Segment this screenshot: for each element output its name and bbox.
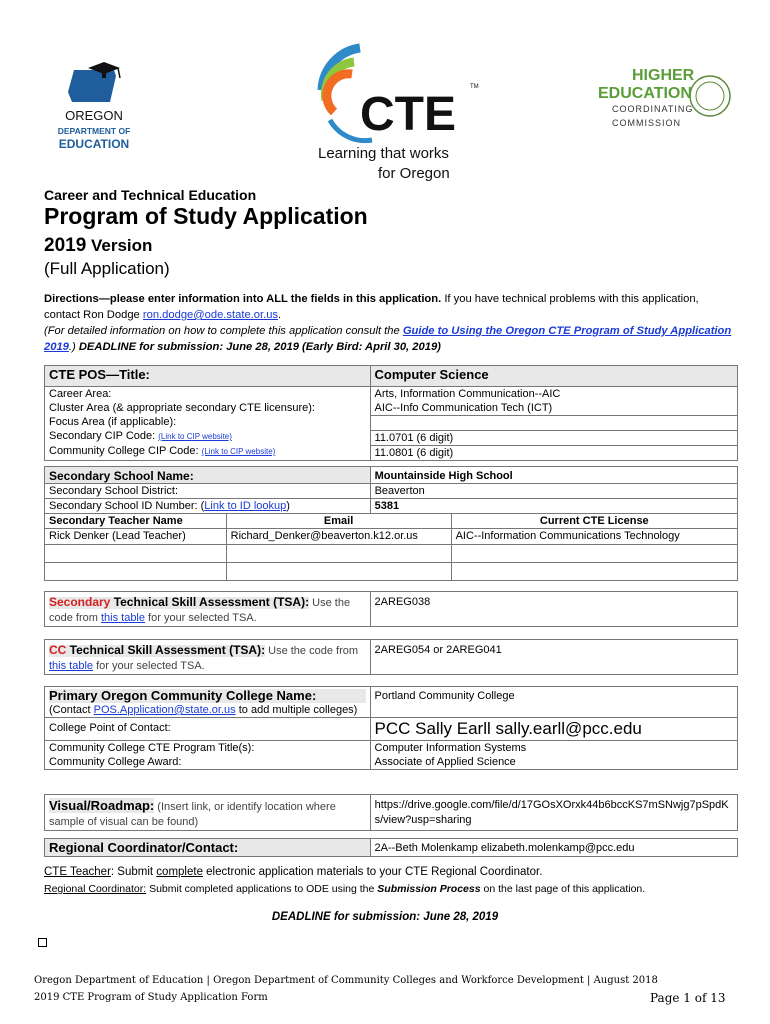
teacher-license[interactable] <box>451 545 737 563</box>
pos-labels <box>45 387 371 461</box>
directions <box>44 291 734 355</box>
doc-version <box>44 235 152 257</box>
teacher-name[interactable]: Rick Denker (Lead Teacher) <box>45 529 227 545</box>
career-area-value[interactable]: Arts, Information Communication--AIC <box>374 388 561 400</box>
pos-table <box>44 365 738 461</box>
svg-text:CTE: CTE <box>360 88 456 141</box>
footer-line2: 2019 CTE Program of Study Application Form <box>34 992 268 1003</box>
submission-process: Submission Process <box>377 883 481 895</box>
coordinator-note <box>44 883 645 895</box>
tsa-cc-value[interactable]: 2AREG054 or 2AREG041 <box>370 640 737 675</box>
coordinator-note-post: on the last page of this application. <box>480 883 646 895</box>
regional-label: Regional Coordinator/Contact: <box>45 839 371 857</box>
school-table <box>44 466 738 581</box>
svg-text:HIGHER: HIGHER <box>632 67 695 84</box>
school-id-value[interactable]: 5381 <box>370 499 737 514</box>
guide-link[interactable]: Guide to Using the Oregon CTE Program of Study Application 2019 <box>44 325 732 353</box>
college-labels <box>45 741 371 770</box>
college-name-cell <box>45 687 371 718</box>
cc-cip-link[interactable]: (Link to CIP website) <box>201 447 276 456</box>
pos-title-value[interactable]: Computer Science <box>370 366 737 387</box>
college-award-label: Community College Award: <box>49 756 182 768</box>
tsa-cc-table <box>44 639 738 675</box>
teacher-license[interactable]: AIC--Information Communications Technology <box>451 529 737 545</box>
college-program-value[interactable]: Computer Information Systems <box>374 742 527 754</box>
tsa-secondary-value[interactable]: 2AREG038 <box>370 592 737 627</box>
tsa-secondary-table <box>44 591 738 627</box>
svg-text:DEPARTMENT OF: DEPARTMENT OF <box>57 126 131 136</box>
visual-table <box>44 794 738 831</box>
pos-title-label: CTE POS—Title: <box>45 366 371 387</box>
version-label: Version <box>86 236 153 255</box>
version-year: 2019 <box>44 235 87 256</box>
college-award-value[interactable]: Associate of Applied Science <box>374 756 516 768</box>
tsa-cc-note: Use the code from <box>265 645 359 657</box>
school-name-label: Secondary School Name: <box>45 467 371 484</box>
tsa-secondary-note: Use the code from <box>49 597 351 624</box>
svg-text:EDUCATION: EDUCATION <box>58 137 130 151</box>
college-contact-note <box>49 703 366 717</box>
teacher-email[interactable]: Richard_Denker@beaverton.k12.or.us <box>226 529 451 545</box>
regional-value[interactable]: 2A--Beth Molenkamp elizabeth.molenkamp@pcc.edu <box>370 839 737 857</box>
directions-detail-pre: (For detailed information on how to complete this application consult the <box>44 325 403 337</box>
checkbox-icon[interactable] <box>38 938 47 947</box>
svg-text:for Oregon: for Oregon <box>378 165 450 182</box>
footer-line1: Oregon Department of Education | Oregon Department of Community Colleges and Workforce Development | August 2018 <box>34 975 658 986</box>
teacher-row <box>45 529 738 545</box>
contact-email-link[interactable]: ron.dodge@ode.state.or.us <box>142 309 279 321</box>
doc-title: Program of Study Application <box>44 203 368 229</box>
teacher-note <box>44 866 542 878</box>
col-email-header: Email <box>226 514 451 529</box>
cc-cip-text: Community College CIP Code: <box>49 445 202 457</box>
college-contact-pre: (Contact <box>49 704 94 716</box>
directions-end: . <box>278 309 282 321</box>
tsa-secondary-label <box>45 592 371 627</box>
cc-cip-label <box>49 444 366 459</box>
svg-text:Learning that works: Learning that works <box>318 145 449 162</box>
col-teacher-header: Secondary Teacher Name <box>45 514 227 529</box>
teacher-name[interactable] <box>45 545 227 563</box>
oregon-state-icon <box>44 62 144 154</box>
college-values <box>370 741 737 770</box>
tsa-secondary-table-link[interactable]: this table <box>100 612 145 624</box>
coordinator-note-pre: Submit completed applications to ODE using the <box>146 883 378 895</box>
cc-cip-value[interactable]: 11.0801 (6 digit) <box>374 447 454 459</box>
directions-detail-post: .) <box>68 341 79 353</box>
ode-logo <box>44 62 144 154</box>
teacher-name[interactable] <box>45 563 227 581</box>
id-lookup-link[interactable]: Link to ID lookup <box>204 500 287 512</box>
visual-value[interactable]: https://drive.google.com/file/d/17GOsXOrxk44b6bccKS7mSNwjg7pSpdKs/view?usp=sharing <box>370 795 737 831</box>
teacher-row <box>45 563 738 581</box>
directions-text: If you have technical problems with this application, contact Ron Dodge <box>44 293 699 321</box>
teacher-note-post: electronic application materials to your CTE Regional Coordinator. <box>202 866 543 878</box>
school-district-label: Secondary School District: <box>45 484 371 499</box>
teacher-row <box>45 545 738 563</box>
tsa-cc-label <box>45 640 371 675</box>
college-program-label: Community College CTE Program Title(s): <box>49 742 255 754</box>
tsa-cc-red: CC <box>49 643 67 657</box>
coordinator-note-label: Regional Coordinator: <box>44 883 147 895</box>
teacher-license[interactable] <box>451 563 737 581</box>
deadline-final: DEADLINE for submission: June 28, 2019 <box>271 911 499 923</box>
teacher-note-label: CTE Teacher <box>44 866 111 878</box>
teacher-note-complete: complete <box>156 866 203 878</box>
svg-text:COMMISSION: COMMISSION <box>612 118 682 128</box>
pos-values <box>370 387 737 461</box>
tsa-cc-note-end: for your selected TSA. <box>93 660 205 672</box>
tsa-cc-label-text: Technical Skill Assessment (TSA): <box>66 643 266 657</box>
cluster-label: Cluster Area (& appropriate secondary CTE licensure): <box>49 402 315 414</box>
focus-value[interactable] <box>371 416 737 431</box>
visual-note: (Insert link, or identify location where sample of visual can be found) <box>49 801 336 828</box>
tsa-secondary-note-end: for your selected TSA. <box>145 612 257 624</box>
school-id-end: ) <box>286 500 290 512</box>
hecc-seal-icon <box>592 60 732 132</box>
college-table <box>44 686 738 770</box>
college-poc-label: College Point of Contact: <box>45 718 371 741</box>
doc-full-application: (Full Application) <box>44 259 170 278</box>
directions-bold: Directions—please enter information into ALL the fields in this application. <box>44 293 442 305</box>
sec-cip-label <box>49 429 366 444</box>
school-id-text: Secondary School ID Number: ( <box>49 500 205 512</box>
svg-text:OREGON: OREGON <box>65 108 123 123</box>
svg-text:COORDINATING: COORDINATING <box>612 104 694 114</box>
directions-deadline: DEADLINE for submission: June 28, 2019 (Early Bird: April 30, 2019) <box>78 341 441 353</box>
college-name-value[interactable]: Portland Community College <box>370 687 737 718</box>
college-name-label: Primary Oregon Community College Name: <box>49 689 366 703</box>
svg-text:TM: TM <box>470 84 479 90</box>
cte-swirl-icon <box>312 40 487 182</box>
regional-table <box>44 838 738 857</box>
doc-subtitle: Career and Technical Education <box>44 187 257 203</box>
col-license-header: Current CTE License <box>451 514 737 529</box>
tsa-cc-table-link[interactable]: this table <box>49 660 94 672</box>
sec-cip-value[interactable]: 11.0701 (6 digit) <box>371 431 737 446</box>
teacher-email[interactable] <box>226 545 451 563</box>
school-id-label <box>45 499 371 514</box>
college-poc-value[interactable]: PCC Sally Earll sally.earll@pcc.edu <box>370 718 737 741</box>
visual-label: Visual/Roadmap: <box>49 798 155 813</box>
page-number: Page 1 of 13 <box>650 991 726 1005</box>
focus-label: Focus Area (if applicable): <box>49 416 177 428</box>
pos-application-email-link[interactable]: POS.Application@state.or.us <box>93 704 236 716</box>
school-name-value[interactable]: Mountainside High School <box>370 467 737 484</box>
cte-logo <box>312 40 487 182</box>
tsa-secondary-red: Secondary <box>49 595 111 609</box>
tsa-secondary-label-text: Technical Skill Assessment (TSA): <box>110 595 310 609</box>
teacher-email[interactable] <box>226 563 451 581</box>
career-area-label: Career Area: <box>49 388 112 400</box>
sec-cip-link[interactable]: (Link to CIP website) <box>158 432 232 441</box>
teacher-note-pre: : Submit <box>110 866 157 878</box>
college-contact-post: to add multiple colleges) <box>235 704 358 716</box>
school-district-value[interactable]: Beaverton <box>370 484 737 499</box>
cluster-value[interactable]: AIC--Info Communication Tech (ICT) <box>371 401 737 416</box>
visual-label-cell <box>45 795 371 831</box>
svg-text:EDUCATION: EDUCATION <box>598 85 692 102</box>
hecc-logo <box>592 60 732 132</box>
sec-cip-text: Secondary CIP Code: <box>49 430 159 442</box>
